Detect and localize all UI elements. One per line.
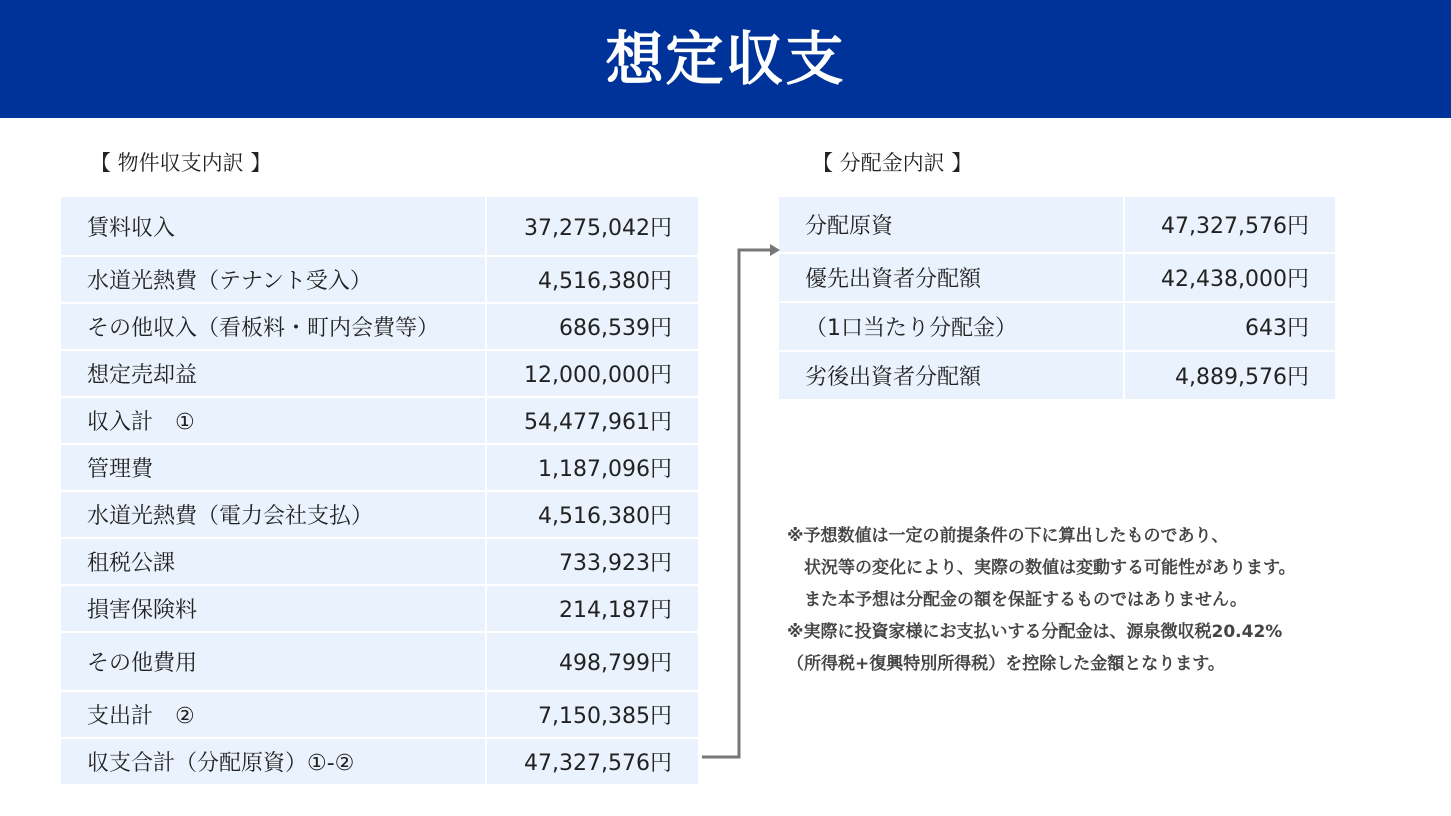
- row-label: 水道光熱費（テナント受入）: [61, 256, 486, 303]
- row-value: 37,275,042円: [486, 197, 698, 256]
- property-breakdown-table: [61, 197, 698, 786]
- row-label: 分配原資: [779, 197, 1124, 253]
- property-breakdown-title: 【 物件収支内訳 】: [90, 151, 272, 175]
- table-row: [779, 302, 1335, 351]
- row-value: 47,327,576円: [486, 738, 698, 785]
- table-row: [779, 197, 1335, 253]
- row-label: その他費用: [61, 632, 486, 691]
- table-row: [61, 585, 698, 632]
- row-label: 租税公課: [61, 538, 486, 585]
- row-value: 4,516,380円: [486, 256, 698, 303]
- page-header: [0, 0, 1451, 118]
- table-row: [61, 444, 698, 491]
- note-line: ※予想数値は一定の前提条件の下に算出したものであり、: [787, 526, 1229, 546]
- distribution-breakdown-table: [779, 197, 1335, 401]
- row-label: 水道光熱費（電力会社支払）: [61, 491, 486, 538]
- table-row: [61, 197, 698, 256]
- row-label: 収支合計（分配原資）①-②: [61, 738, 486, 785]
- connector-arrow: [700, 230, 782, 765]
- row-label: 優先出資者分配額: [779, 253, 1124, 302]
- row-value: 733,923円: [486, 538, 698, 585]
- row-value: 42,438,000円: [1124, 253, 1335, 302]
- table-row: [61, 538, 698, 585]
- connector-line: [702, 250, 770, 757]
- row-value: 47,327,576円: [1124, 197, 1335, 253]
- row-value: 4,516,380円: [486, 491, 698, 538]
- row-value: 4,889,576円: [1124, 351, 1335, 400]
- row-value: 54,477,961円: [486, 397, 698, 444]
- table-row: [779, 253, 1335, 302]
- table-row: [61, 691, 698, 738]
- arrow-right-icon: [770, 244, 780, 256]
- table-row: [61, 491, 698, 538]
- note-line: ※実際に投資家様にお支払いする分配金は、源泉徴収税20.42%: [787, 622, 1283, 642]
- distribution-breakdown-title: 【 分配金内訳 】: [812, 151, 973, 175]
- note-line: また本予想は分配金の額を保証するものではありません。: [787, 590, 1248, 610]
- row-value: 498,799円: [486, 632, 698, 691]
- note-line: 状況等の変化により、実際の数値は変動する可能性があります。: [787, 558, 1296, 578]
- row-label: 支出計 ②: [61, 691, 486, 738]
- row-label: （1口当たり分配金）: [779, 302, 1124, 351]
- table-row: [779, 351, 1335, 400]
- table-row: [61, 397, 698, 444]
- row-value: 214,187円: [486, 585, 698, 632]
- row-label: 劣後出資者分配額: [779, 351, 1124, 400]
- table-row: [61, 632, 698, 691]
- table-row: [61, 738, 698, 785]
- page-title: 想定収支: [605, 25, 846, 93]
- note-line: （所得税+復興特別所得税）を控除した金額となります。: [787, 654, 1225, 674]
- disclaimer-notes: [787, 520, 1296, 680]
- row-value: 1,187,096円: [486, 444, 698, 491]
- row-value: 12,000,000円: [486, 350, 698, 397]
- row-label: 想定売却益: [61, 350, 486, 397]
- table-row: [61, 350, 698, 397]
- table-row: [61, 256, 698, 303]
- table-row: [61, 303, 698, 350]
- row-value: 686,539円: [486, 303, 698, 350]
- row-label: その他収入（看板料・町内会費等）: [61, 303, 486, 350]
- row-label: 賃料収入: [61, 197, 486, 256]
- row-label: 損害保険料: [61, 585, 486, 632]
- row-label: 管理費: [61, 444, 486, 491]
- row-label: 収入計 ①: [61, 397, 486, 444]
- row-value: 7,150,385円: [486, 691, 698, 738]
- row-value: 643円: [1124, 302, 1335, 351]
